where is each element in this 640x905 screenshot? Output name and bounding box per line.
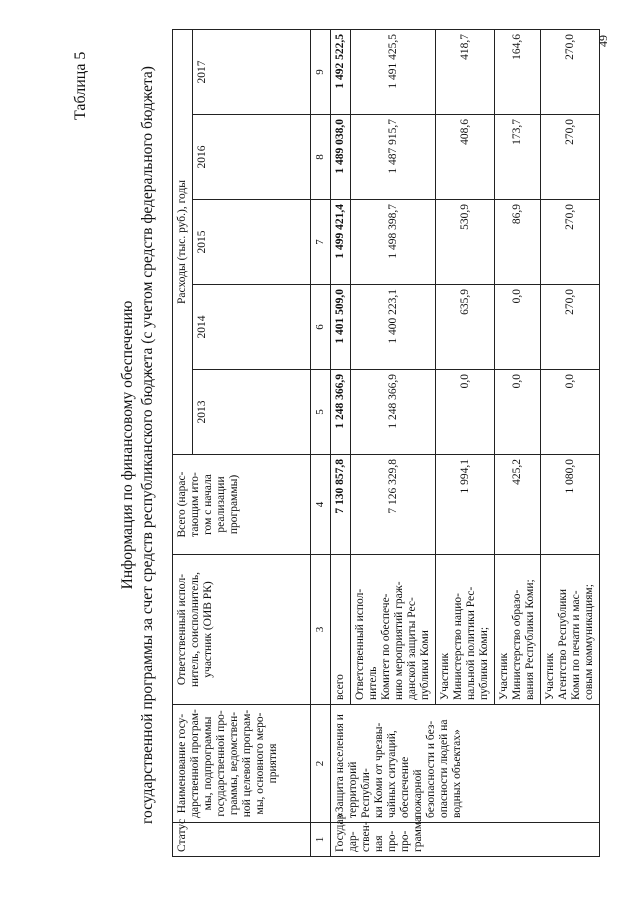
text-line: нальной политики Рес- [465, 586, 477, 700]
year-cell: 1 499 421,4 [331, 200, 351, 285]
text-line: водных объектах» [451, 729, 463, 818]
text-line: Коми по печати и мас- [570, 590, 582, 700]
year-cell: 635,9 [436, 285, 495, 370]
year-cell: 408,6 [436, 115, 495, 200]
header-year: 2017 [193, 29, 311, 114]
header-year: 2014 [193, 285, 311, 370]
text-line: Министерство образо- [511, 589, 523, 700]
executor-cell [495, 555, 541, 705]
title-line-2: государственной программы за счет средств республиканского бюджета (с учетом средств федерального бюджета) [139, 66, 156, 824]
text-line: безопасности и без- [425, 720, 437, 818]
year-cell: 1 491 425,5 [351, 29, 436, 114]
text-line: территорий Республи- [347, 761, 372, 818]
total-cell: 425,2 [495, 455, 541, 555]
text-line: ная про- [373, 830, 398, 852]
header-expenses: Расходы (тыс. руб.), годы [173, 29, 193, 454]
text-line: Государ [334, 813, 346, 852]
column-number: 1 [311, 823, 331, 857]
total-cell: 1 080,0 [541, 455, 600, 555]
text-line: нитель, соисполнитель, [189, 571, 201, 688]
text-line: опасности людей на [438, 719, 450, 818]
financing-table [172, 29, 600, 857]
text-line: гом с начала [202, 474, 214, 535]
column-number: 5 [311, 370, 331, 455]
text-line: Комитет по обеспече- [380, 593, 392, 700]
text-line: приятия [267, 743, 279, 784]
year-cell: 1 492 522,5 [331, 29, 351, 114]
text-line: реализации [215, 476, 227, 533]
year-cell: 86,9 [495, 200, 541, 285]
total-cell: 7 126 329,8 [351, 455, 436, 555]
text-line: чайных ситуаций, [386, 730, 398, 818]
year-cell: 270,0 [541, 115, 600, 200]
text-line: нию мероприятий граж- [393, 581, 405, 700]
year-cell: 270,0 [541, 29, 600, 114]
program-name-cell [331, 705, 600, 823]
column-number: 2 [311, 705, 331, 823]
text-line: дар- [347, 831, 359, 852]
year-cell: 1 487 915,7 [351, 115, 436, 200]
text-line: мы, подпрограммы [202, 716, 214, 811]
table-row-total [331, 29, 351, 856]
text-line: Участник [544, 652, 556, 700]
header-year: 2016 [193, 115, 311, 200]
text-line: Участник [439, 652, 451, 700]
column-number: 4 [311, 455, 331, 555]
text-line: вания Республики Коми; [524, 579, 536, 700]
column-number: 9 [311, 29, 331, 114]
total-cell: 7 130 857,8 [331, 455, 351, 555]
text-line: Наименование госу- [176, 713, 188, 814]
header-row-1 [173, 29, 193, 856]
text-line: нитель [367, 666, 379, 700]
text-line: Ответственный испол- [176, 573, 188, 686]
year-cell: 530,9 [436, 200, 495, 285]
year-cell: 164,6 [495, 29, 541, 114]
text-line: участник (ОИВ РК) [202, 581, 214, 678]
header-year: 2015 [193, 200, 311, 285]
year-cell: 1 489 038,0 [331, 115, 351, 200]
text-line: граммы, ведомствен- [228, 711, 240, 816]
text-line: обеспечение пожарной [399, 756, 424, 818]
text-line: «Защита населения и [334, 714, 346, 818]
text-line: грамма [412, 816, 424, 852]
header-status: Статус [173, 823, 311, 857]
year-cell: 270,0 [541, 285, 600, 370]
text-line: всего [334, 674, 346, 700]
text-line: дарственной програм- [189, 709, 201, 818]
column-number: 3 [311, 555, 331, 705]
text-line: ки Коми от чрезвы- [373, 722, 385, 818]
executor-cell [331, 555, 351, 705]
text-line: данской защиты Рес- [406, 597, 418, 700]
year-cell: 0,0 [541, 370, 600, 455]
column-number-row [311, 29, 331, 856]
status-cell [331, 813, 600, 857]
year-cell: 1 401 509,0 [331, 285, 351, 370]
text-line: мы, основного меро- [254, 712, 266, 815]
text-line: Агентство Республики [557, 588, 569, 700]
text-line: программы) [228, 474, 240, 535]
year-cell: 418,7 [436, 29, 495, 114]
year-cell: 173,7 [495, 115, 541, 200]
header-total [173, 455, 311, 555]
text-line: про- [399, 830, 411, 852]
header-name [173, 705, 311, 823]
text-line: публики Коми [419, 630, 431, 700]
executor-cell [436, 555, 495, 705]
text-line: государственной про- [215, 710, 227, 817]
table-label: Таблица 5 [72, 51, 89, 120]
text-line: Участник [498, 652, 510, 700]
text-line: Министерство нацио- [452, 593, 464, 700]
year-cell: 1 248 366,9 [351, 370, 436, 455]
header-year: 2013 [193, 370, 311, 455]
title-line-1: Информация по финансовому обеспечению [119, 300, 136, 590]
year-cell: 270,0 [541, 200, 600, 285]
executor-cell [541, 555, 600, 705]
year-cell: 1 248 366,9 [331, 370, 351, 455]
year-cell: 0,0 [495, 285, 541, 370]
column-number: 8 [311, 115, 331, 200]
total-cell: 1 994,1 [436, 455, 495, 555]
column-number: 6 [311, 285, 331, 370]
executor-cell [351, 555, 436, 705]
text-line: Всего (нарас- [176, 471, 188, 538]
column-number: 7 [311, 200, 331, 285]
year-cell: 0,0 [495, 370, 541, 455]
text-line: совым коммуникациям; [583, 584, 595, 700]
text-line: публики Коми; [478, 626, 490, 700]
text-line: ствен- [360, 821, 372, 852]
text-line: тающим ито- [189, 472, 201, 537]
header-executor [173, 555, 311, 705]
year-cell: 1 498 398,7 [351, 200, 436, 285]
year-cell: 1 400 223,1 [351, 285, 436, 370]
text-line: ной целевой програм- [241, 709, 253, 818]
text-line: Ответственный испол- [354, 588, 366, 700]
year-cell: 0,0 [436, 370, 495, 455]
page-number: 49 [596, 35, 610, 47]
